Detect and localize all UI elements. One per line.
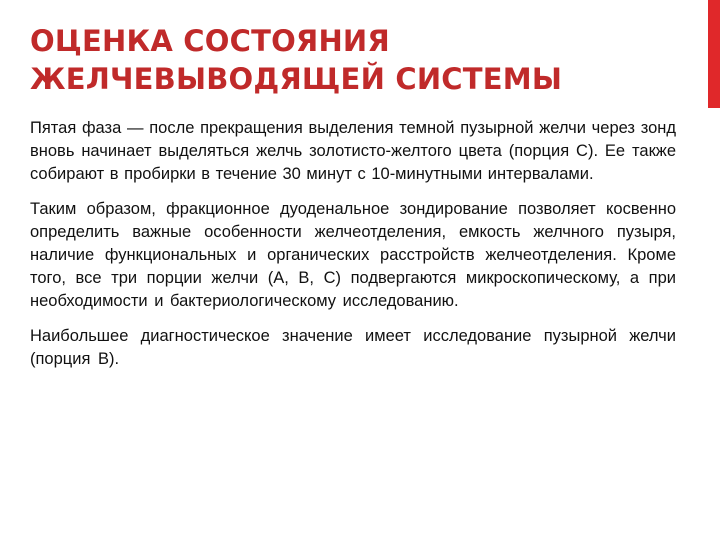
paragraph-lead-term: Пятая фаза <box>30 119 122 137</box>
accent-bar <box>708 0 720 108</box>
paragraph-conclusion: Наибольшее диагностическое значение имеет исследование пузырной желчи (порция В). <box>30 327 676 368</box>
slide-body <box>30 117 676 383</box>
paragraph-text: — после прекращения выделения темной пузырной желчи через зонд вновь начинает выделяться желчь золотисто-желтого цвета (порция С). Ее также собирают в пробирки в течение 30 минут с 10-минутными интервалами. <box>30 119 677 183</box>
paragraph-summary: Таким образом, фракционное дуоденальное зондирование позволяет косвенно определить важные особенности желчеотделения, емкость желчного пузыря, наличие функциональных и органических расстройств желчеотделения. Кроме того, все три порции желчи (А, В, С) подвергаются микроскопическому, а при необходимости и бактериологическому исследованию. <box>30 200 676 310</box>
slide-title-line-2: ЖЕЛЧЕВЫВОДЯЩЕЙ СИСТЕМЫ <box>30 62 563 96</box>
paragraph-fifth-phase <box>30 117 676 186</box>
slide-title <box>30 22 690 98</box>
slide-title-line-1: ОЦЕНКА СОСТОЯНИЯ <box>30 24 390 58</box>
